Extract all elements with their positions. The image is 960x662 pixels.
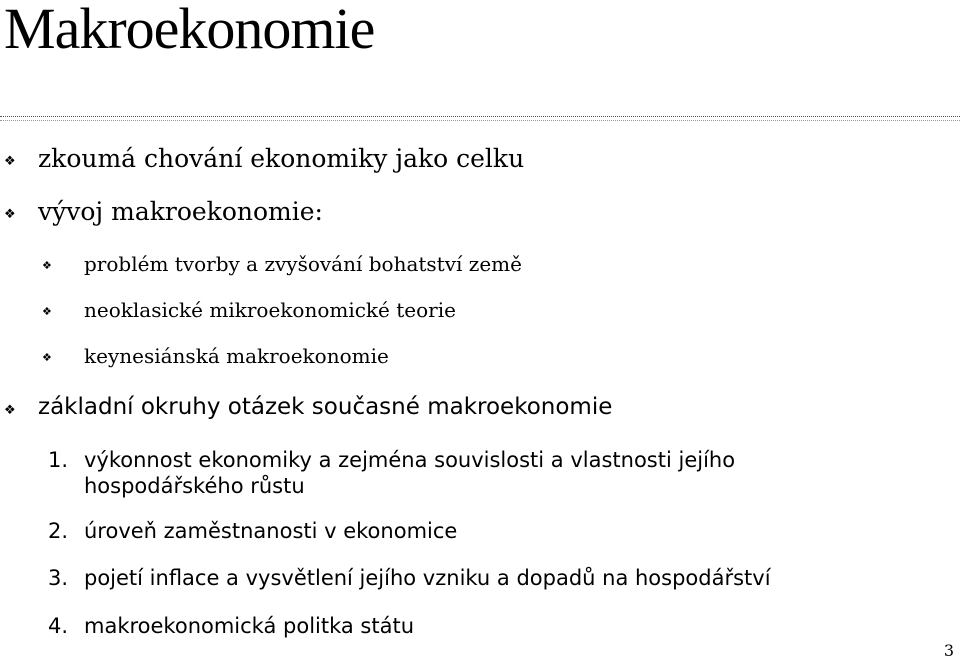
sub-bullet-icon: ❖	[42, 305, 52, 318]
list-item-text-continuation: hospodářského růstu	[84, 474, 305, 498]
list-number: 3.	[48, 566, 69, 590]
sub-bullet-text: neoklasické mikroekonomické teorie	[84, 298, 456, 322]
bullet-icon: ❖	[4, 207, 16, 222]
list-number: 1.	[48, 448, 69, 472]
list-number: 2.	[48, 519, 69, 543]
list-number: 4.	[48, 614, 69, 638]
bullet-text: základní okruhy otázek současné makroekonomie	[38, 394, 613, 420]
title-divider-secondary	[0, 120, 960, 121]
bullet-icon: ❖	[4, 403, 16, 418]
bullet-text: vývoj makroekonomie:	[38, 197, 323, 226]
list-item-text: pojetí inflace a vysvětlení jejího vzniku a dopadů na hospodářství	[84, 566, 771, 590]
slide-title: Makroekonomie	[4, 0, 375, 61]
list-item-text: výkonnost ekonomiky a zejména souvislosti a vlastnosti jejího	[84, 448, 736, 472]
title-divider	[0, 116, 960, 117]
bullet-icon: ❖	[4, 154, 16, 169]
bullet-text: zkoumá chování ekonomiky jako celku	[38, 144, 525, 173]
sub-bullet-icon: ❖	[42, 259, 52, 272]
sub-bullet-icon: ❖	[42, 351, 52, 364]
sub-bullet-text: problém tvorby a zvyšování bohatství země	[84, 252, 522, 276]
sub-bullet-text: keynesiánská makroekonomie	[84, 344, 389, 368]
page-number: 3	[943, 641, 954, 660]
list-item-text: úroveň zaměstnanosti v ekonomice	[84, 519, 458, 543]
list-item-text: makroekonomická politka státu	[84, 614, 415, 638]
